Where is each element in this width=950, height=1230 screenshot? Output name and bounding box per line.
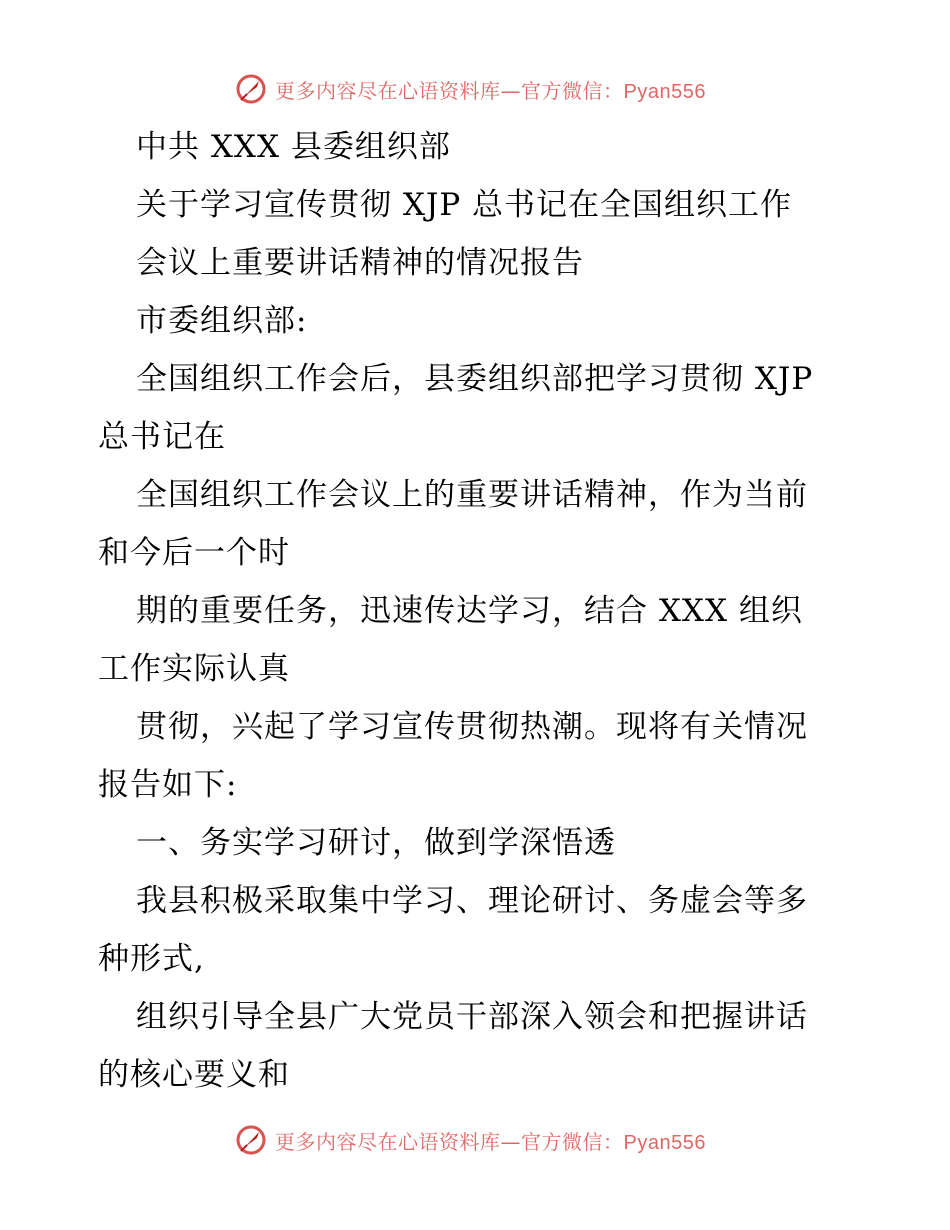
footer-watermark — [235, 1123, 715, 1157]
watermark-text: 更多内容尽在心语资料库—官方微信：Pyan556 — [275, 1129, 706, 1154]
text-line: 我县积极采取集中学习、理论研讨、务虚会等多 — [136, 883, 808, 919]
quill-logo-icon — [235, 73, 267, 105]
text-line: 总书记在 — [98, 419, 226, 455]
text-line: 种形式, — [98, 941, 205, 977]
text-line: 一、务实学习研讨，做到学深悟透 — [136, 825, 616, 861]
quill-logo-icon — [235, 1124, 267, 1156]
text-line: 关于学习宣传贯彻 XJP 总书记在全国组织工作 — [136, 187, 793, 223]
text-line: 中共 XXX 县委组织部 — [136, 129, 451, 165]
document-body — [98, 118, 858, 1104]
header-watermark — [235, 72, 715, 106]
text-line: 会议上重要讲话精神的情况报告 — [136, 245, 584, 281]
text-line: 全国组织工作会议上的重要讲话精神，作为当前 — [136, 477, 808, 513]
text-line: 工作实际认真 — [98, 651, 290, 687]
text-line: 贯彻，兴起了学习宣传贯彻热潮。现将有关情况 — [136, 709, 808, 745]
text-line: 期的重要任务，迅速传达学习，结合 XXX 组织 — [136, 593, 803, 629]
watermark-text: 更多内容尽在心语资料库—官方微信：Pyan556 — [275, 78, 706, 103]
text-line: 市委组织部: — [136, 303, 308, 339]
text-line: 的核心要义和 — [98, 1057, 290, 1093]
text-line: 和今后一个时 — [98, 535, 290, 571]
text-line: 组织引导全县广大党员干部深入领会和把握讲话 — [136, 999, 808, 1035]
text-line: 全国组织工作会后，县委组织部把学习贯彻 XJP — [136, 361, 814, 397]
text-line: 报告如下: — [98, 767, 238, 803]
